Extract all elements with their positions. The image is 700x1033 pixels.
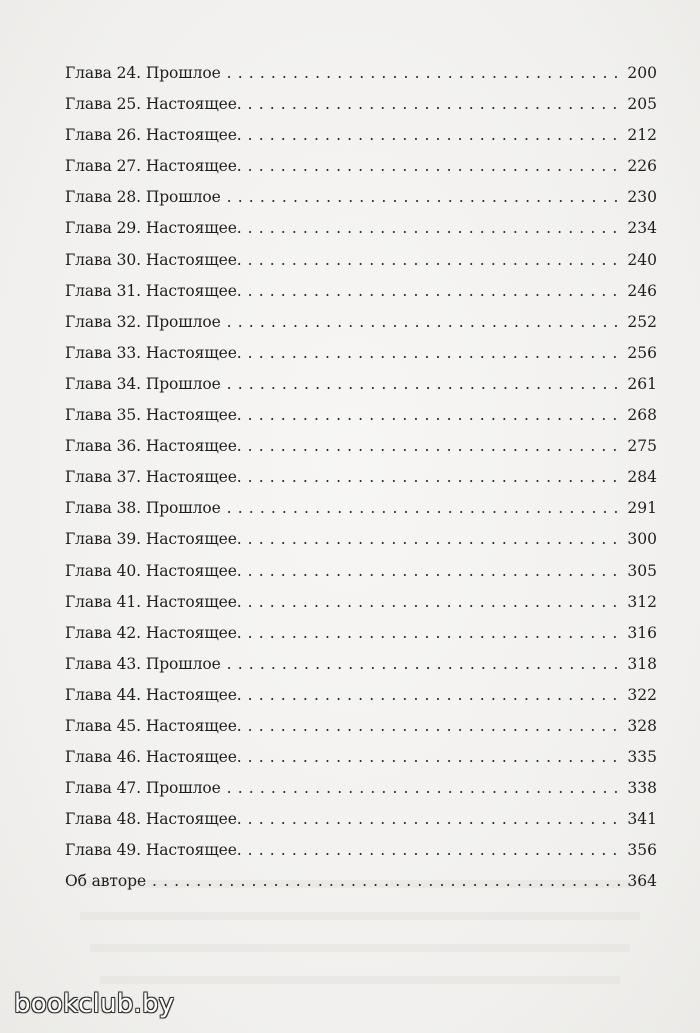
toc-entry — [65, 587, 657, 618]
dot-leader — [248, 524, 623, 555]
bleed-through-line — [100, 976, 620, 984]
toc-entry-title: Глава 26. Настоящее. — [65, 126, 242, 145]
toc-entry-page-number: 284 — [627, 468, 657, 487]
toc-entry-title: Глава 39. Настоящее. — [65, 530, 242, 549]
toc-entry-page-number: 252 — [627, 312, 657, 331]
dot-leader — [227, 773, 623, 804]
toc-entry-page-number: 226 — [627, 157, 657, 176]
toc-entry-title: Глава 35. Настоящее. — [65, 406, 242, 425]
toc-entry-title: Глава 25. Настоящее. — [65, 95, 242, 114]
toc-entry-title: Глава 38. Прошлое — [65, 499, 221, 518]
toc-entry — [65, 400, 657, 431]
dot-leader — [248, 431, 623, 462]
toc-entry — [65, 524, 657, 555]
toc-entry-title: Глава 43. Прошлое — [65, 654, 221, 673]
toc-entry-title: Глава 41. Настоящее. — [65, 592, 242, 611]
dot-leader — [248, 680, 623, 711]
dot-leader — [248, 556, 623, 587]
toc-entry-title: Глава 34. Прошлое — [65, 374, 221, 393]
toc-entry — [65, 338, 657, 369]
toc-entry — [65, 618, 657, 649]
toc-entry-page-number: 318 — [627, 654, 657, 673]
toc-entry — [65, 89, 657, 120]
toc-entry — [65, 213, 657, 244]
bleed-through-line — [90, 944, 630, 952]
toc-entry-page-number: 305 — [627, 561, 657, 580]
toc-entry-page-number: 312 — [627, 592, 657, 611]
dot-leader — [227, 649, 623, 680]
toc-entry-title: Глава 45. Настоящее. — [65, 716, 242, 735]
dot-leader — [248, 711, 623, 742]
toc-entry-page-number: 212 — [627, 126, 657, 145]
toc-entry — [65, 462, 657, 493]
dot-leader — [248, 587, 623, 618]
toc-entry-page-number: 246 — [627, 281, 657, 300]
toc-entry-page-number: 256 — [627, 343, 657, 362]
toc-entry-page-number: 275 — [627, 437, 657, 456]
dot-leader — [248, 338, 623, 369]
toc-entry-page-number: 200 — [627, 64, 657, 82]
dot-leader — [227, 369, 623, 400]
dot-leader — [227, 58, 623, 89]
dot-leader — [227, 182, 623, 213]
toc-entry-title: Глава 24. Прошлое — [65, 64, 221, 82]
toc-entry-page-number: 341 — [627, 810, 657, 829]
toc-entry — [65, 151, 657, 182]
toc-entry-title: Глава 33. Настоящее. — [65, 343, 242, 362]
dot-leader — [248, 835, 623, 866]
toc-entry — [65, 369, 657, 400]
dot-leader — [248, 804, 623, 835]
toc-entry — [65, 835, 657, 866]
toc-entry-title: Об авторе — [65, 872, 147, 891]
toc-entry — [65, 773, 657, 804]
dot-leader — [248, 742, 623, 773]
toc-entry-title: Глава 46. Настоящее. — [65, 748, 242, 767]
toc-entry-title: Глава 40. Настоящее. — [65, 561, 242, 580]
toc-entry-page-number: 261 — [627, 374, 657, 393]
bleed-through-line — [80, 912, 640, 920]
toc-entry-page-number: 300 — [627, 530, 657, 549]
toc-entry-title: Глава 47. Прошлое — [65, 779, 221, 798]
dot-leader — [248, 276, 623, 307]
toc-entry — [65, 804, 657, 835]
toc-entry-title: Глава 28. Прошлое — [65, 188, 221, 207]
toc-entry — [65, 680, 657, 711]
toc-entry — [65, 866, 657, 897]
toc-entry-page-number: 268 — [627, 406, 657, 425]
dot-leader — [248, 151, 623, 182]
toc-entry-page-number: 234 — [627, 219, 657, 238]
toc-entry-title: Глава 36. Настоящее. — [65, 437, 242, 456]
toc-entry-page-number: 356 — [627, 841, 657, 860]
toc-entry — [65, 556, 657, 587]
toc-entry — [65, 276, 657, 307]
toc-entry — [65, 58, 657, 89]
toc-entry — [65, 649, 657, 680]
toc-entry-title: Глава 31. Настоящее. — [65, 281, 242, 300]
table-of-contents — [65, 58, 657, 898]
dot-leader — [248, 462, 623, 493]
toc-entry-page-number: 322 — [627, 685, 657, 704]
toc-entry — [65, 493, 657, 524]
toc-entry-title: Глава 30. Настоящее. — [65, 250, 242, 269]
toc-entry-title: Глава 37. Настоящее. — [65, 468, 242, 487]
toc-entry-page-number: 364 — [627, 872, 657, 891]
toc-entry-page-number: 240 — [627, 250, 657, 269]
dot-leader — [248, 89, 623, 120]
toc-entry-page-number: 335 — [627, 748, 657, 767]
dot-leader — [248, 618, 623, 649]
toc-entry-page-number: 338 — [627, 779, 657, 798]
toc-entry-title: Глава 44. Настоящее. — [65, 685, 242, 704]
toc-entry-title: Глава 32. Прошлое — [65, 312, 221, 331]
dot-leader — [152, 866, 623, 897]
dot-leader — [248, 120, 623, 151]
watermark-logo: bookclub.by — [14, 989, 175, 1019]
toc-entry — [65, 711, 657, 742]
dot-leader — [248, 400, 623, 431]
toc-entry-title: Глава 48. Настоящее. — [65, 810, 242, 829]
toc-entry-title: Глава 42. Настоящее. — [65, 623, 242, 642]
toc-entry-page-number: 328 — [627, 716, 657, 735]
dot-leader — [248, 245, 623, 276]
toc-entry — [65, 182, 657, 213]
dot-leader — [248, 213, 623, 244]
toc-entry-page-number: 205 — [627, 95, 657, 114]
toc-entry-title: Глава 27. Настоящее. — [65, 157, 242, 176]
toc-entry-page-number: 230 — [627, 188, 657, 207]
toc-entry — [65, 307, 657, 338]
dot-leader — [227, 307, 623, 338]
toc-entry-title: Глава 49. Настоящее. — [65, 841, 242, 860]
toc-entry — [65, 120, 657, 151]
toc-entry — [65, 245, 657, 276]
toc-entry — [65, 431, 657, 462]
toc-entry-page-number: 316 — [627, 623, 657, 642]
dot-leader — [227, 493, 623, 524]
toc-entry — [65, 742, 657, 773]
toc-entry-page-number: 291 — [627, 499, 657, 518]
toc-entry-title: Глава 29. Настоящее. — [65, 219, 242, 238]
